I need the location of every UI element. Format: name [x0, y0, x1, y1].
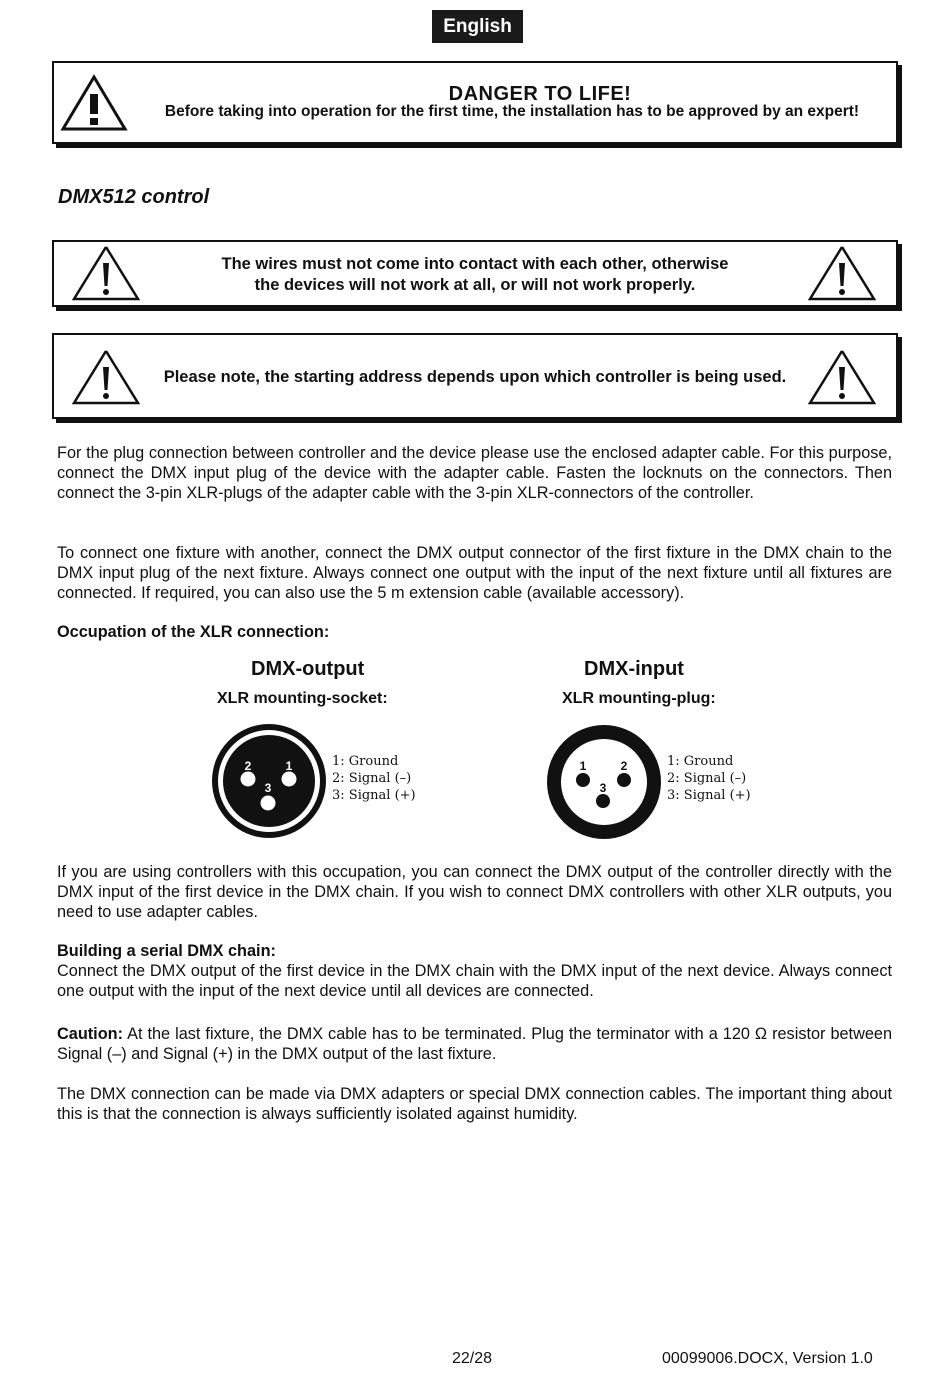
pin-label-ground: 1: Ground: [332, 754, 399, 769]
section-title: DMX512 control: [58, 186, 210, 208]
caution-text: At the last fixture, the DMX cable has to be terminated. Plug the terminator with a 120 Ω resistor between Signal (–) and Signal (+) in the DMX output of the last fixture.: [57, 1025, 892, 1063]
warning-triangle-icon: [60, 74, 128, 132]
warning-triangle-icon: [808, 349, 876, 405]
address-warning-text: Please note, the starting address depends upon which controller is being used.: [163, 368, 787, 386]
paragraph-serial-chain: Connect the DMX output of the first device in the DMX chain with the DMX input of the next device. Always connect one output with the input of the next device until all devices are connected.: [57, 962, 892, 1000]
paragraph-adapter-cable: For the plug connection between controller and the device please use the enclosed adapter cable. For this purpose, connect the DMX input plug of the device with the adapter cable. Fasten the locknuts on the connectors. Then connect the 3-pin XLR-plugs of the adapter cable with the 3-pin XLR-connectors of the controller.: [57, 444, 892, 502]
pin-label-signal-plus: 3: Signal (+): [332, 788, 416, 803]
danger-text: Before taking into operation for the first time, the installation has to be approved by an expert!: [164, 103, 860, 120]
pin-label-signal-minus: 2: Signal (–): [667, 771, 747, 786]
occupation-heading: Occupation of the XLR connection:: [57, 623, 330, 641]
page-number: 22/28: [452, 1350, 493, 1367]
wires-warning-line-1: The wires must not come into contact with each other, otherwise: [221, 255, 729, 273]
xlr-socket-diagram: [209, 722, 329, 842]
danger-title: DANGER TO LIFE!: [448, 83, 632, 105]
caution-label: Caution:: [57, 1025, 124, 1043]
pin-number: 2: [620, 759, 628, 773]
pin-number: 3: [599, 781, 607, 795]
pin-label-ground: 1: Ground: [667, 754, 734, 769]
pin-hole: [261, 796, 276, 811]
language-tab: English: [432, 10, 523, 43]
xlr-plug-diagram: [546, 724, 664, 842]
serial-chain-heading: Building a serial DMX chain:: [57, 942, 276, 960]
wires-warning-text: [144, 254, 806, 296]
dmx-input-title: DMX-input: [584, 658, 684, 680]
dmx-output-title: DMX-output: [251, 658, 365, 680]
pin: [617, 773, 631, 787]
output-pin-labels: [332, 753, 416, 804]
document-version: 00099006.DOCX, Version 1.0: [662, 1350, 873, 1367]
warning-triangle-icon: [72, 245, 140, 301]
pin-hole: [241, 772, 256, 787]
pin-label-signal-minus: 2: Signal (–): [332, 771, 412, 786]
pin-number: 1: [579, 759, 587, 773]
wires-warning-line-2: the devices will not work at all, or will not work properly.: [254, 276, 696, 294]
paragraph-caution: [57, 1024, 892, 1064]
pin: [576, 773, 590, 787]
dmx-output-subtitle: XLR mounting-socket:: [217, 690, 388, 707]
wires-warning-box: [52, 240, 898, 307]
paragraph-humidity: The DMX connection can be made via DMX adapters or special DMX connection cables. The important thing about this is that the connection is always sufficiently isolated against humidity.: [57, 1085, 892, 1123]
warning-triangle-icon: [808, 245, 876, 301]
danger-box: [52, 61, 898, 144]
pin-number: 1: [285, 759, 293, 773]
paragraph-connect-fixtures: To connect one fixture with another, connect the DMX output connector of the first fixture in the DMX chain to the DMX input plug of the next fixture. Always connect one output with the input of the next fixture until all fixtures are connected. If required, you can also use the 5 m extension cable (available accessory).: [57, 544, 892, 602]
warning-triangle-icon: [72, 349, 140, 405]
input-pin-labels: [667, 753, 751, 804]
pin-label-signal-plus: 3: Signal (+): [667, 788, 751, 803]
paragraph-controller-occupation: If you are using controllers with this occupation, you can connect the DMX output of the controller directly with the DMX input of the first device in the DMX chain. If you wish to connect DMX controllers with other XLR outputs, you need to use adapter cables.: [57, 863, 892, 921]
dmx-input-subtitle: XLR mounting-plug:: [562, 690, 716, 707]
pin: [596, 794, 610, 808]
pin-number: 2: [244, 759, 252, 773]
address-warning-box: [52, 333, 898, 419]
pin-hole: [282, 772, 297, 787]
pin-number: 3: [264, 781, 272, 795]
